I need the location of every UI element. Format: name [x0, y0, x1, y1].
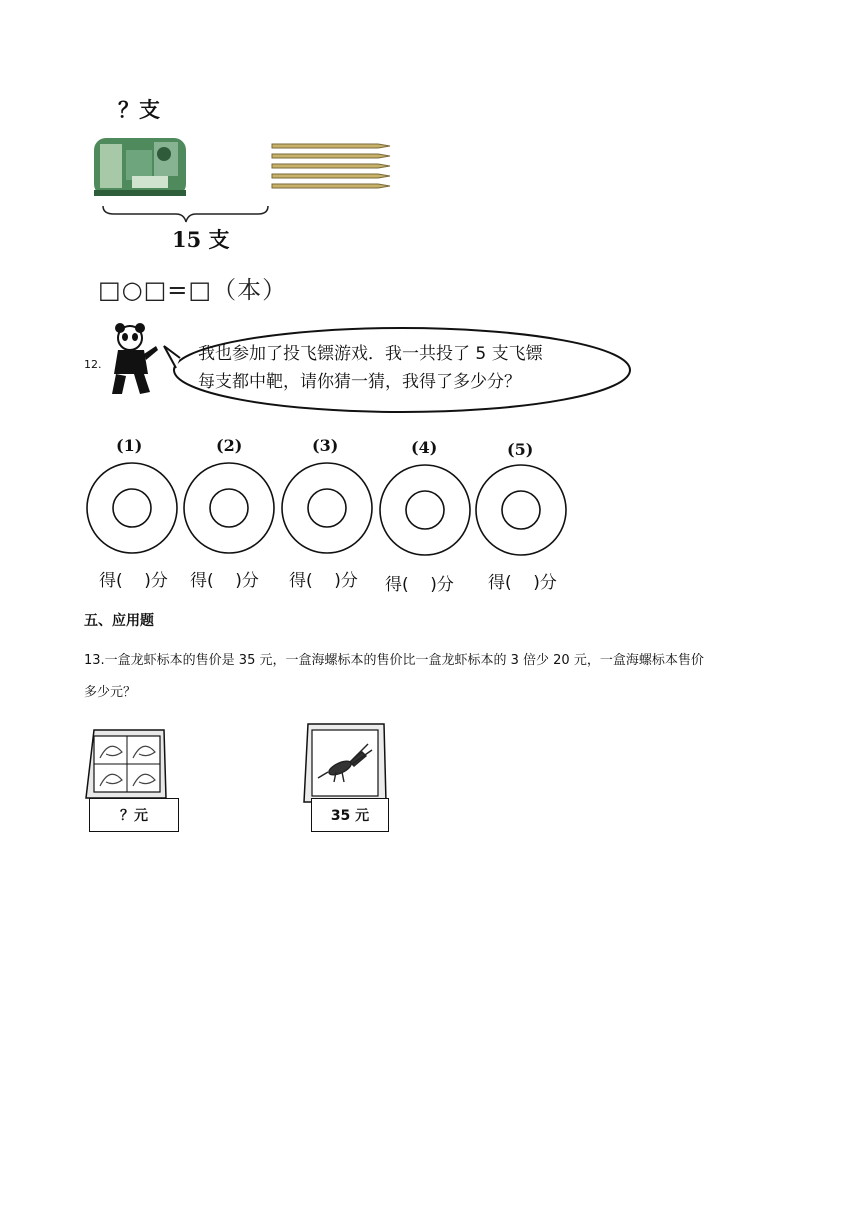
unknown-count-label: ？支 — [118, 97, 160, 122]
score-blank-4: 得( )分 — [385, 575, 454, 595]
target-label-3: (3) — [312, 436, 339, 455]
question-13-line-1: 13.一盒龙虾标本的售价是 35 元，一盒海螺标本的售价比一盒龙虾标本的 3 倍少 20 元，一盒海螺标本售价 — [84, 653, 704, 668]
score-blank-5: 得( )分 — [488, 573, 557, 593]
section-title: 五、应用题 — [84, 613, 154, 629]
question-13-line-2: 多少元？ — [84, 685, 137, 700]
total-count-label: 15 支 — [172, 227, 230, 252]
pencils-image — [266, 138, 392, 198]
target-label-5: (5) — [507, 440, 534, 459]
question-number: 12. — [84, 358, 102, 371]
speech-line-2: 每支都中靶，请你猜一猜，我得了多少分？ — [198, 372, 521, 392]
dartboard-targets — [84, 458, 574, 558]
speech-line-1: 我也参加了投飞镖游戏．我一共投了 5 支飞镖 — [198, 344, 543, 364]
target-3 — [282, 463, 372, 553]
lobster-price-tag: 35 元 — [311, 798, 389, 832]
target-label-2: (2) — [216, 436, 243, 455]
target-label-1: (1) — [116, 436, 143, 455]
score-blank-3: 得( )分 — [289, 571, 358, 591]
target-label-4: (4) — [411, 438, 438, 457]
pencil-box-image — [92, 132, 192, 202]
conch-specimen-box-image — [84, 728, 168, 800]
score-blank-2: 得( )分 — [190, 571, 259, 591]
target-2 — [184, 463, 274, 553]
panda-character-image — [104, 322, 164, 398]
brace-icon — [100, 204, 272, 224]
target-4 — [380, 465, 470, 555]
conch-price-tag: ？元 — [89, 798, 179, 832]
target-5 — [476, 465, 566, 555]
target-1 — [87, 463, 177, 553]
score-blank-1: 得( )分 — [99, 571, 168, 591]
lobster-specimen-box-image — [302, 722, 388, 804]
equation-blanks: □○□=□（本） — [98, 276, 288, 304]
